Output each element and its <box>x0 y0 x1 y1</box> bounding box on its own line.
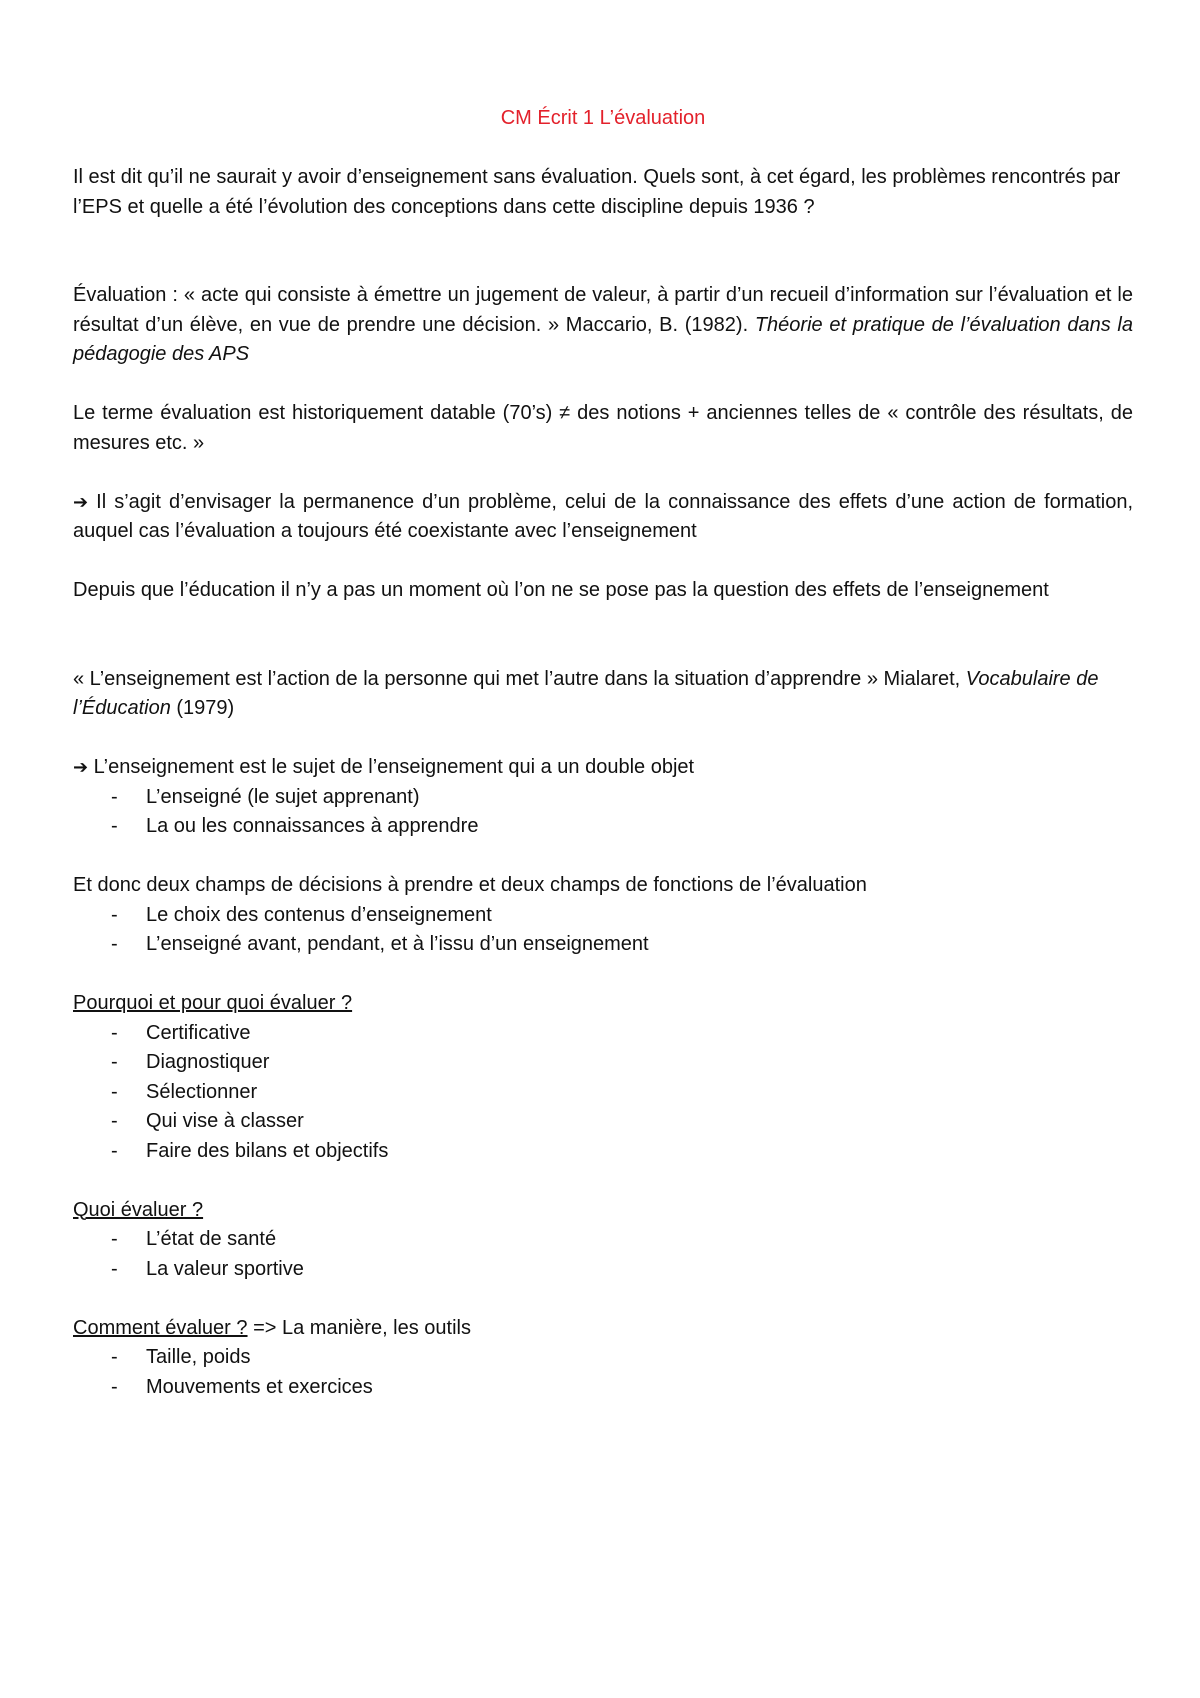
champs-list <box>73 901 1133 960</box>
document-body <box>73 104 1133 1402</box>
mialaret-book: Vocabulaire de l’Éducation <box>73 667 1099 719</box>
right-arrow-icon: ➔ <box>73 491 89 513</box>
list-item: - Diagnostiquer <box>111 1051 270 1073</box>
list-item: - Qui vise à classer <box>111 1110 304 1132</box>
depuis-paragraph: Depuis que l’éducation il n’y a pas un moment où l’on ne se pose pas la question des effets de l’enseignement <box>73 579 1049 601</box>
envisager-paragraph <box>73 488 1133 547</box>
list-item: - L’enseigné avant, pendant, et à l’issu d’un enseignement <box>111 933 649 955</box>
mialaret-quote: « L’enseignement est l’action de la personne qui met l’autre dans la situation d’apprendre » Mialaret, <box>73 667 966 690</box>
right-arrow-icon: ➔ <box>73 757 89 778</box>
list-item: - L’enseigné (le sujet apprenant) <box>111 785 420 808</box>
list-item: - L’état de santé <box>111 1228 277 1250</box>
comment-heading-underlined: Comment évaluer ? <box>73 1316 248 1339</box>
envisager-text: Il s’agit d’envisager la permanence d’un problème, celui de la connaissance des effets d’une action de formation, auquel cas l’évaluation a toujours été coexistante avec l’enseignement <box>73 490 1134 542</box>
mialaret-year: (1979) <box>170 697 235 719</box>
list-item: - La valeur sportive <box>111 1257 304 1280</box>
comment-list <box>73 1343 1133 1402</box>
comment-heading-rest: => La manière, les outils <box>247 1316 471 1339</box>
list-item: - Le choix des contenus d’enseignement <box>111 903 492 926</box>
sujet-list <box>73 783 1133 842</box>
list-item: - Faire des bilans et objectifs <box>111 1139 389 1162</box>
list-item: - Certificative <box>111 1021 251 1044</box>
comment-heading <box>73 1314 1133 1344</box>
intro-paragraph: Il est dit qu’il ne saurait y avoir d’enseignement sans évaluation. Quels sont, à cet égard, les problèmes rencontrés par l’EPS et quelle a été l’évolution des conceptions dans cette discipline depuis 1936 ? <box>73 166 1121 218</box>
definition-text: Évaluation : « acte qui consiste à émettre un jugement de valeur, à partir d’un recueil d’information sur l’évaluation et le résultat d’un élève, en vue de prendre une décision. » Maccario, B. (1982). <box>73 284 1133 336</box>
champs-lead: Et donc deux champs de décisions à prendre et deux champs de fonctions de l’évaluation <box>73 874 867 896</box>
pourquoi-heading: Pourquoi et pour quoi évaluer ? <box>73 992 353 1014</box>
definition-paragraph <box>73 281 1133 370</box>
mialaret-paragraph <box>73 665 1133 724</box>
list-item: - Mouvements et exercices <box>111 1375 373 1398</box>
pourquoi-list <box>73 1019 1133 1167</box>
document-title: CM Écrit 1 L’évaluation <box>500 107 706 129</box>
definition-source: Théorie et pratique de l’évaluation dans la pédagogie des APS <box>73 313 1133 365</box>
quoi-heading: Quoi évaluer ? <box>73 1198 204 1221</box>
list-item: - Taille, poids <box>111 1346 251 1368</box>
list-item: - La ou les connaissances à apprendre <box>111 815 479 837</box>
sujet-lead-text: L’enseignement est le sujet de l’enseignement qui a un double objet <box>93 756 695 778</box>
list-item: - Sélectionner <box>111 1080 258 1103</box>
quoi-list <box>73 1225 1133 1284</box>
terme-paragraph: Le terme évaluation est historiquement datable (70’s) ≠ des notions + anciennes telles de « contrôle des résultats, de mesures etc. » <box>73 402 1133 454</box>
sujet-lead <box>73 753 1133 783</box>
